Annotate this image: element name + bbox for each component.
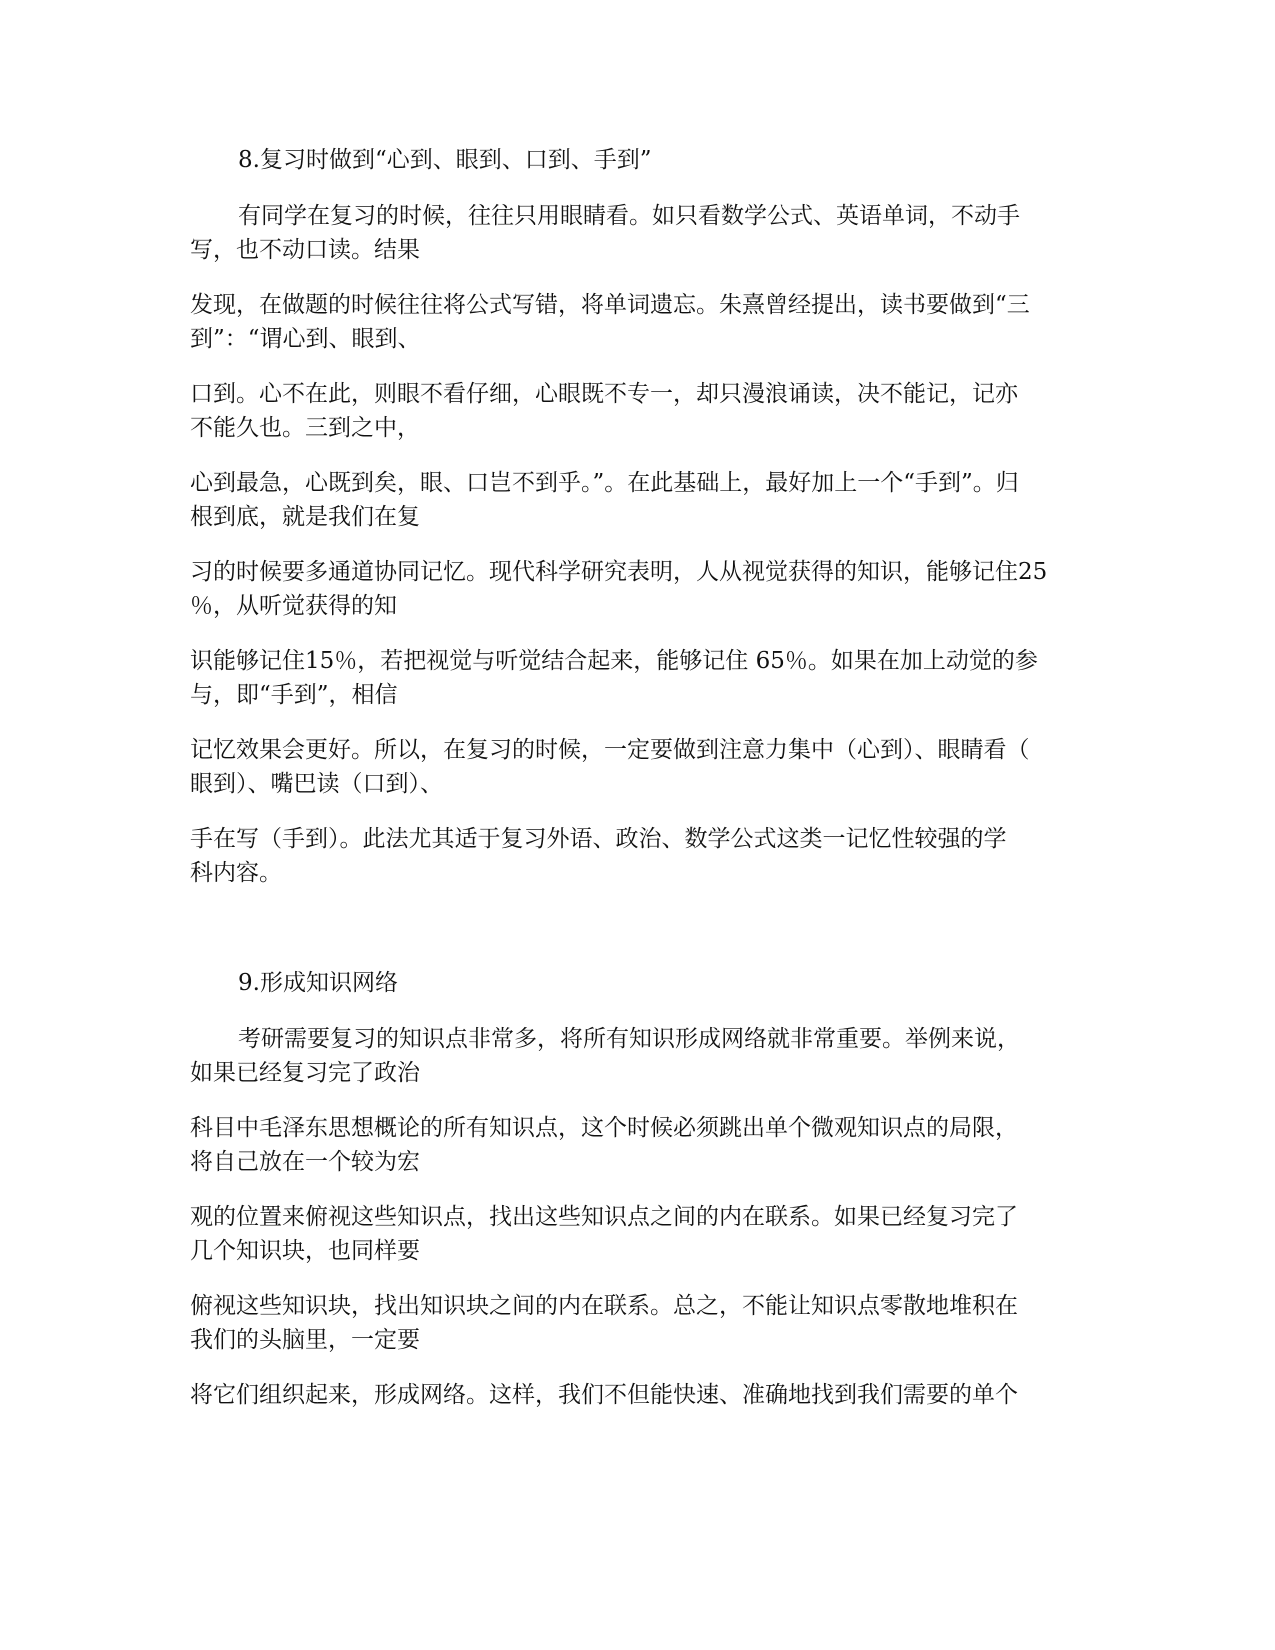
paragraph-line: 观的位置来俯视这些知识点，找出这些知识点之间的内在联系。如果已经复习完了 <box>190 1204 1018 1230</box>
paragraph-line: 心到最急，心既到矣，眼、口岂不到乎。”。在此基础上，最好加上一个“手到”。归 <box>190 470 1019 496</box>
paragraph-line: 写，也不动口读。结果 <box>190 237 420 263</box>
paragraph-line: 不能久也。三到之中， <box>190 415 420 441</box>
paragraph-line: 科内容。 <box>190 860 282 886</box>
section-heading: 9.形成知识网络 <box>238 970 398 996</box>
paragraph-line: 习的时候要多通道协同记忆。现代科学研究表明，人从视觉获得的知识，能够记住25 <box>190 559 1048 585</box>
paragraph-line: 识能够记住15％，若把视觉与听觉结合起来，能够记住 65％。如果在加上动觉的参 <box>190 648 1038 674</box>
paragraph-line: ％，从听觉获得的知 <box>190 593 397 619</box>
paragraph-line: 将它们组织起来，形成网络。这样，我们不但能快速、准确地找到我们需要的单个 <box>190 1382 1018 1408</box>
paragraph-line: 手在写（手到）。此法尤其适于复习外语、政治、数学公式这类一记忆性较强的学 <box>190 826 1007 852</box>
paragraph-line: 根到底，就是我们在复 <box>190 504 420 530</box>
paragraph-line: 口到。心不在此，则眼不看仔细，心眼既不专一，却只漫浪诵读，决不能记，记亦 <box>190 381 1018 407</box>
paragraph-line: 俯视这些知识块，找出知识块之间的内在联系。总之，不能让知识点零散地堆积在 <box>190 1293 1018 1319</box>
paragraph-line: 记忆效果会更好。所以，在复习的时候，一定要做到注意力集中（心到）、眼睛看（ <box>190 737 1030 763</box>
paragraph-line: 考研需要复习的知识点非常多，将所有知识形成网络就非常重要。举例来说， <box>238 1026 1020 1052</box>
paragraph-line: 将自己放在一个较为宏 <box>190 1149 420 1175</box>
paragraph-line: 如果已经复习完了政治 <box>190 1060 420 1086</box>
paragraph-line: 到”：“谓心到、眼到、 <box>190 326 421 352</box>
paragraph-line: 有同学在复习的时候，往往只用眼睛看。如只看数学公式、英语单词，不动手 <box>238 203 1020 229</box>
paragraph-line: 眼到）、嘴巴读（口到）、 <box>190 771 443 797</box>
paragraph-line: 科目中毛泽东思想概论的所有知识点，这个时候必须跳出单个微观知识点的局限， <box>190 1115 1018 1141</box>
section-heading: 8.复习时做到“心到、眼到、口到、手到” <box>238 147 652 173</box>
paragraph-line: 我们的头脑里，一定要 <box>190 1327 420 1353</box>
paragraph-line: 发现，在做题的时候往往将公式写错，将单词遗忘。朱熹曾经提出，读书要做到“三 <box>190 292 1030 318</box>
paragraph-line: 几个知识块，也同样要 <box>190 1238 420 1264</box>
paragraph-line: 与，即“手到”，相信 <box>190 682 398 708</box>
